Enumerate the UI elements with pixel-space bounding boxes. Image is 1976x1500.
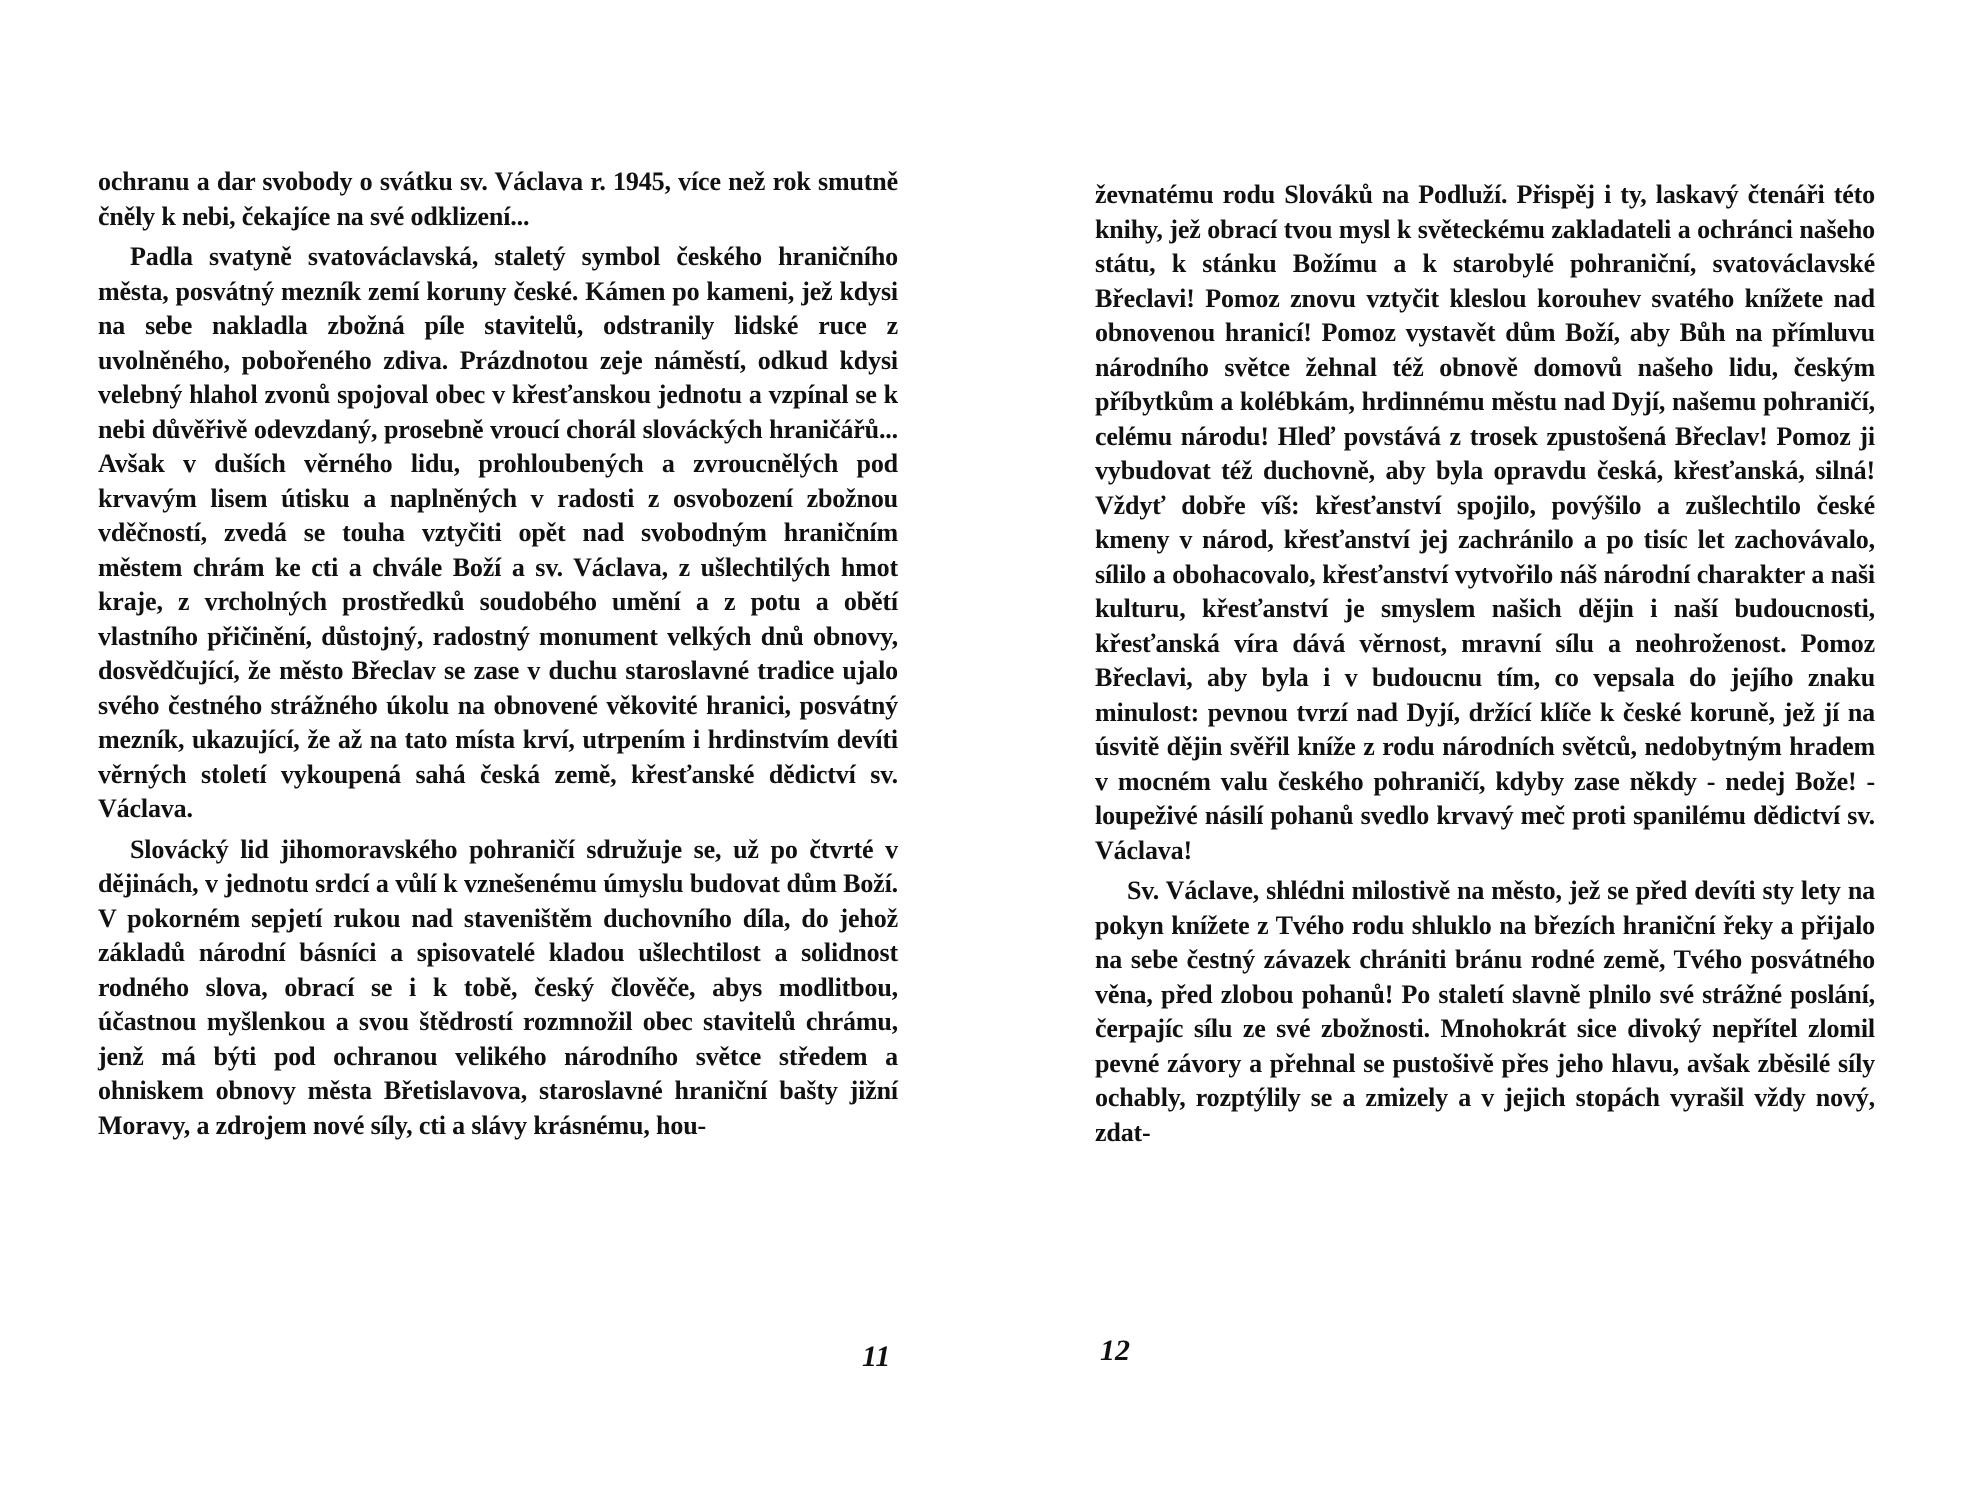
paragraph: Sv. Václave, shlédni milostivě na město, jež se před devíti sty lety na pokyn knížete z Tvého rodu shluklo na březích hraniční řeky a přijalo na sebe čestný závazek chrániti bránu rodné země, Tvého posvátného věna, před zlobou pohanů! Po staletí slavně plnilo své strážné poslání, čerpajíc sílu ze své zbožnosti. Mnohokrát sice divoký nepřítel zlomil pevné závory a přehnal se pustošivě přes jeho hlavu, avšak zběsilé síly ochably, rozptýlily se a zmizely a v jejich stopách vyrašil vždy nový, zdat- [1095, 876, 1875, 1147]
right-page-text [1095, 178, 1875, 1150]
paragraph: ochranu a dar svobody o svátku sv. Václava r. 1945, více než rok smutně čněly k nebi, čekajíce na své odklizení... [98, 167, 898, 231]
paragraph: ževnatému rodu Slováků na Podluží. Přispěj i ty, laskavý čtenáři této knihy, jež obrací tvou mysl k světeckému zakladateli a ochránci našeho státu, k stánku Božímu a k starobylé pohraniční, svatováclavské Břeclavi! Pomoz znovu vztyčit kleslou korouhev svatého knížete nad obnovenou hranicí! Pomoz vystavět dům Boží, aby Bůh na přímluvu národního světce žehnal též obnově domovů našeho lidu, českým příbytkům a kolébkám, hrdinnému městu nad Dyjí, našemu pohraničí, celému národu! Hleď povstává z trosek zpustošená Břeclav! Pomoz ji vybudovat též duchovně, aby byla opravdu česká, křesťanská, silná! Vždyť dobře víš: křesťanství spojilo, povýšilo a zušlechtilo české kmeny v národ, křesťanství jej zachránilo a po tisíc let zachovávalo, sílilo a obohacovalo, křesťanství vytvořilo náš národní charakter a naši kulturu, křesťanství je smyslem našich dějin i naší budoucnosti, křesťanská víra dává věrnost, mravní sílu a neohroženost. Pomoz Břeclavi, aby byla i v budoucnu tím, co vepsala do jejího znaku minulost: pevnou tvrzí nad Dyjí, držící klíče k české koruně, jež jí na úsvitě dějin svěřil kníže z rodu národních světců, nedobytným hradem v mocném valu českého pohraničí, kdyby zase někdy - nedej Bože! - loupeživé násilí pohanů svedlo krvavý meč proti spanilému dědictví sv. Václava! [1095, 180, 1875, 865]
left-page-text [98, 165, 898, 1143]
paragraph: Padla svatyně svatováclavská, staletý symbol českého hraničního města, posvátný mezník zemí koruny české. Kámen po kameni, jež kdysi na sebe nakladla zbožná píle stavitelů, odstranily lidské ruce z uvolněného, pobořeného zdiva. Prázdnotou zeje náměstí, odkud kdysi velebný hlahol zvonů spojoval obec v křesťanskou jednotu a vzpínal se k nebi důvěřivě odevzdaný, prosebně vroucí chorál slováckých hraničářů... Avšak v duších věrného lidu, prohloubených a zvroucnělých pod krvavým lisem útisku a naplněných v radosti z osvobození zbožnou vděčností, zvedá se touha vztyčiti opět nad svobodným hraničním městem chrám ke cti a chvále Boží a sv. Václava, z ušlechtilých hmot kraje, z vrcholných prostředků soudobého umění a z potu a obětí vlastního přičinění, důstojný, radostný monument velkých dnů obnovy, dosvědčující, že město Břeclav se zase v duchu staroslavné tradice ujalo svého čestného strážného úkolu na obnovené věkovité hranici, posvátný mezník, ukazující, že až na tato místa krví, utrpením i hrdinstvím devíti věrných století vykoupená sahá česká země, křesťanské dědictví sv. Václava. [98, 242, 898, 823]
right-page [988, 0, 1976, 1500]
page-number: 12 [1100, 1334, 1130, 1367]
paragraph: Slovácký lid jihomoravského pohraničí sdružuje se, už po čtvrté v dějinách, v jednotu srdcí a vůlí k vznešenému úmyslu budovat dům Boží. V pokorném sepjetí rukou nad staveništěm duchovního díla, do jehož základů národní básníci a spisovatelé kladou ušlechtilost a solidnost rodného slova, obrací se i k tobě, český člověče, abys modlitbou, účastnou myšlenkou a svou štědrostí rozmnožil obec stavitelů chrámu, jenž má býti pod ochranou velikého národního světce středem a ohniskem obnovy města Břetislavova, staroslavné hraniční bašty jižní Moravy, a zdrojem nové síly, cti a slávy krásnému, hou- [98, 834, 898, 1140]
page-number: 11 [862, 1340, 891, 1373]
